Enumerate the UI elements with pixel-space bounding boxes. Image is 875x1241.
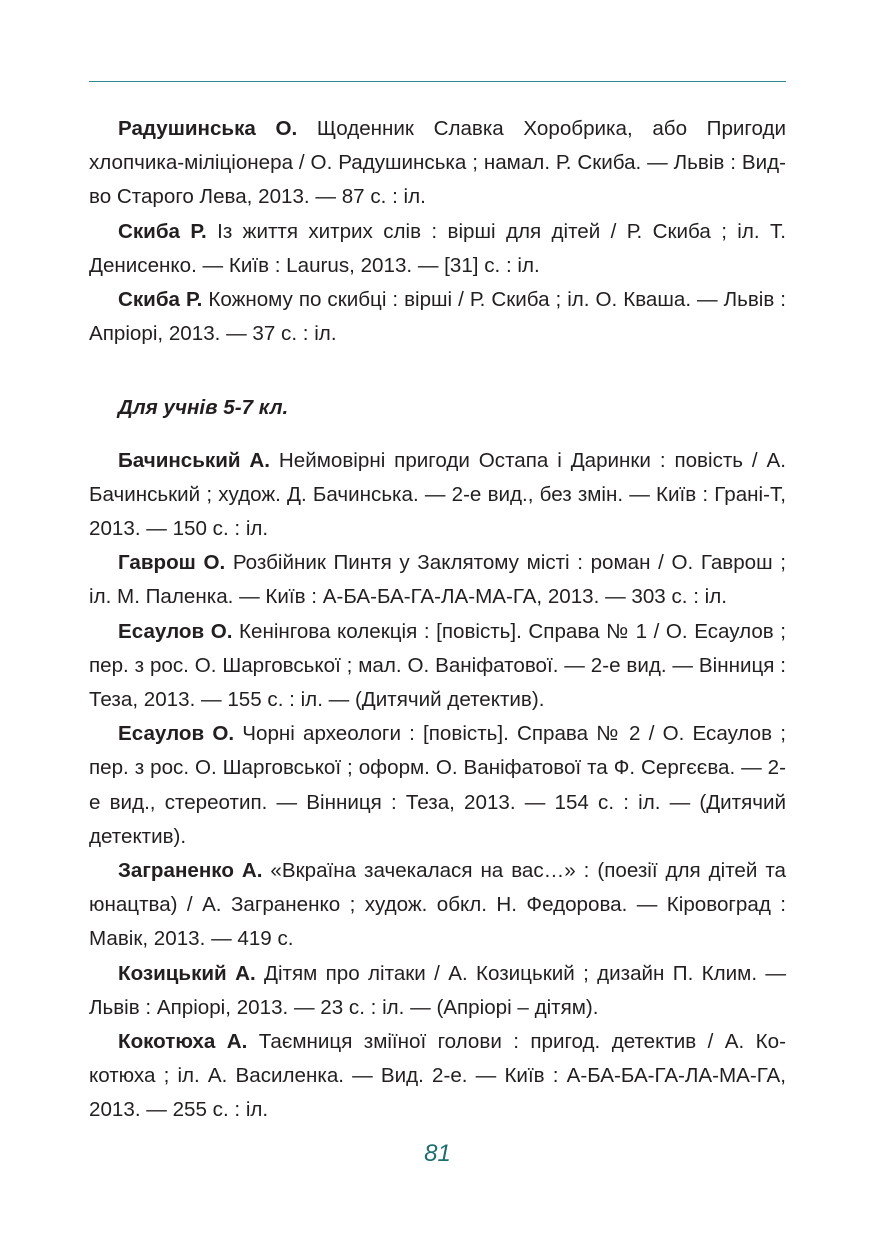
entry-author: Есаулов О.	[118, 722, 235, 746]
page-content	[89, 112, 786, 1128]
bibliography-entry	[89, 615, 786, 718]
entry-author: Кокотюха А.	[118, 1030, 248, 1054]
bibliography-entry	[89, 717, 786, 854]
entry-text: Чорні археологи : [повість]. Справа № 2 / О. Есаулов ; пер. з рос. О. Шарговської ; оформ. О. Ваніфатової та Ф. Сергєєва. — 2-е вид., стереотип. — Вінниця : Теза, 2013. — 154 с. : іл. — (Дитячий детектив).	[89, 722, 786, 848]
bibliography-entry	[89, 112, 786, 215]
bibliography-entry	[89, 444, 786, 547]
entry-text: Розбійник Пинтя у Заклятому місті : роман / О. Гаврош ; іл. М. Паленка. — Київ : А-БА-БА-ГА-ЛА-МА-ГА, 2013. — 303 с. : іл.	[89, 551, 786, 609]
entry-text: «Вкраїна зачекалася на вас…» : (поезії для дітей та юнацтва) / А. Заграненко ; худож. обкл. Н. Федорова. — Кіровоград : Мавік, 2013. — 419 с.	[89, 859, 787, 951]
entry-author: Заграненко А.	[118, 859, 263, 883]
bibliography-entry	[89, 1025, 786, 1128]
bibliography-entry	[89, 546, 786, 614]
entry-author: Скиба Р.	[118, 219, 207, 243]
entry-text: Кожному по скибці : вірші / Р. Скиба ; іл. О. Кваша. — Львів : Апріорі, 2013. — 37 с. : іл.	[89, 288, 787, 346]
entry-text: Із життя хитрих слів : вірші для дітей / Р. Скиба ; іл. Т. Денисенко. — Київ : Laurus, 2013. — [31] с. : іл.	[89, 219, 786, 277]
entry-author: Козицький А.	[118, 961, 256, 985]
entry-text: Кенінгова колекція : [повість]. Справа № 1 / О. Есаулов ; пер. з рос. О. Шарговської ; мал. О. Ваніфатової. — 2-е вид. — Вінниця : Теза, 2013. — 155 с. : іл. — (Дитячий детектив).	[89, 619, 786, 712]
entry-author: Бачинський А.	[118, 448, 271, 472]
entry-author: Гаврош О.	[118, 551, 226, 575]
entry-author: Радушинська О.	[118, 117, 298, 140]
bibliography-entry	[89, 957, 786, 1025]
entry-text: Таємниця зміїної голови : пригод. детектив / А. Кокотюха ; іл. А. Василенка. — Вид. 2-е. — Київ : А-БА-БА-ГА-ЛА-МА-ГА, 2013. — 255 с. : іл.	[89, 1030, 786, 1122]
entry-text: Неймовірні пригоди Остапа і Даринки : повість / А. Бачинський ; худож. Д. Бачинська. — 2-е вид., без змін. — Київ : Грані-Т, 2013. — 150 с. : іл.	[89, 448, 786, 541]
bibliography-entry	[89, 854, 786, 957]
entry-author: Есаулов О.	[118, 619, 233, 643]
page-number: 81	[424, 1140, 451, 1167]
top-rule	[89, 81, 786, 82]
bibliography-entry	[89, 215, 786, 283]
bibliography-entry	[89, 283, 786, 351]
entry-text: Щоденник Славка Хоробрика, або Пригоди хлопчика-міліціонера / О. Радушинська ; намал. Р. Скиба. — Львів : Вид-во Старого Лева, 2013. — 87 с. : іл.	[89, 117, 787, 209]
entry-author: Скиба Р.	[118, 288, 203, 312]
section-heading: Для учнів 5-7 кл.	[118, 396, 289, 420]
entry-text: Дітям про літаки / А. Козицький ; дизайн П. Клим. — Львів : Апріорі, 2013. — 23 с. : іл. — (Апріорі – дітям).	[89, 961, 786, 1019]
